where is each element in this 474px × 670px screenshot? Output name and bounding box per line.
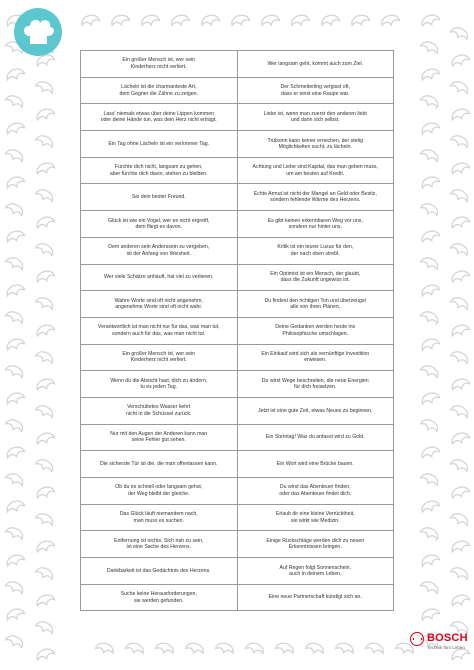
fortune-cookie-icon (420, 499, 440, 514)
quote-row (81, 371, 393, 398)
quote-cell-right: Liebe ist, wenn man zuerst den anderen liebt und dann sich selbst. (237, 104, 394, 130)
fortune-cookie-icon (5, 553, 25, 568)
fortune-cookie-icon (245, 641, 265, 655)
fortune-cookie-icon (35, 107, 55, 122)
quote-cell-right: Du findest den richtigen Ton und überzeugst alle von ihren Plänen. (237, 291, 394, 317)
fortune-cookie-icon (450, 457, 470, 473)
fortune-cookie-icon (5, 391, 25, 406)
quote-cell-right: Ein Wort wird eine Brücke bauen. (237, 451, 394, 477)
fortune-cookie-icon (450, 539, 470, 554)
fortune-cookie-icon (35, 431, 55, 446)
fortune-cookie-icon (420, 579, 440, 595)
fortune-cookie-icon (420, 93, 440, 109)
quote-cell-left: Ob du es schnell oder langsam gehst, der Weg bleibt der gleiche. (115, 484, 203, 497)
fortune-cookie-icon (290, 13, 310, 27)
fortune-cookie-icon (5, 633, 25, 649)
fortune-cookie-icon (450, 53, 470, 68)
fortune-cookie-icon (450, 511, 470, 527)
fortune-cookie-icon (420, 363, 440, 379)
fortune-cookie-icon (305, 641, 325, 655)
quote-cell-right: Achtung und Liebe sind Kapital, das man geben muss, um am besten auf Kredit. (237, 158, 394, 184)
fortune-cookie-icon (35, 457, 55, 473)
quote-row (81, 78, 393, 105)
quote-cell-left: Verschüttetes Wasser kehrt nicht in die Schüssel zurück. (126, 404, 192, 417)
fortune-cookie-icon (35, 647, 55, 662)
fortune-cookie-icon (35, 241, 55, 257)
quote-cell-left: Das Glück läuft niemandem nach, man muss es suchen. (119, 511, 198, 524)
quote-cell-left: Ein großer Mensch ist, wer sein Kinderherz nicht verliert. (122, 351, 196, 364)
fortune-cookie-icon (5, 147, 25, 163)
fortune-cookie-icon (450, 349, 470, 365)
fortune-cookie-icon (450, 431, 470, 446)
quote-cell-left: Wenn du die Absicht hast, dich zu ändern, tu es jeden Tag. (110, 377, 208, 391)
fortune-cookie-icon (5, 121, 25, 136)
quote-cell-left: Die sicherste Tür ist die, die man offenlassen kann. (100, 460, 218, 467)
fortune-cookie-icon (420, 471, 440, 487)
quote-row (81, 398, 393, 425)
quote-cell-right: Auf Regen folgt Sonnenschein, auch in deinem Leben. (237, 558, 394, 584)
fortune-cookie-icon (450, 215, 470, 230)
fortune-cookie-icon (420, 67, 440, 82)
quote-cell-left: Entfernung ist nichts. Sich nah zu sein, ist eine Sache des Herzens. (114, 537, 204, 551)
fortune-cookie-icon (320, 13, 340, 27)
quote-row (81, 451, 393, 478)
bosch-brand (402, 628, 468, 664)
fortune-cookie-icon (35, 161, 55, 176)
quote-row (81, 291, 393, 318)
fortune-cookie-icon (35, 403, 55, 419)
fortune-cookie-icon (420, 201, 440, 217)
fortune-cookie-icon (35, 269, 55, 284)
quote-cell-right: Trübsinn kann keiner erreichen, der stetig Möglichkeiten sucht, zu lächeln. (237, 131, 394, 157)
quote-row (81, 104, 393, 131)
fortune-cookie-icon (5, 229, 25, 244)
fortune-cookie-icon (35, 565, 55, 581)
fortune-cookie-icon (450, 241, 470, 257)
fortune-cookie-icon (450, 377, 470, 392)
quote-row (81, 184, 393, 211)
fortune-cookie-icon (35, 485, 55, 500)
fortune-cookie-icon (450, 485, 470, 500)
fortune-cookie-icon (35, 295, 55, 311)
quote-cell-right: Es gibt keinen erkennbaren Weg vor uns, sondern nur hinter uns. (237, 211, 394, 237)
quote-cell-left: Nur mit den Augen der Anderen kann man seine Fehler gut sehen. (110, 431, 208, 444)
fortune-cookie-icon (450, 593, 470, 608)
chef-hat-icon (14, 8, 62, 56)
quote-cell-right: Ein Einkauf wird sich als vernünftige Investition erweisen. (237, 345, 394, 371)
fortune-cookie-icon (450, 403, 470, 419)
fortune-cookie-icon (5, 201, 25, 217)
quote-cell-right: Ein Optimist ist ein Mensch, der glaubt, dass die Zukunft ungewiss ist. (237, 265, 394, 291)
quote-cell-left: Glück ist wie ein Vogel, wer es nicht ergreift, dem fliegt es davon. (108, 217, 210, 230)
fortune-cookie-icon (5, 337, 25, 352)
fortune-cookie-icon (450, 565, 470, 581)
fortune-cookie-icon (5, 445, 25, 460)
quote-cell-right: Der Schmetterling vergisst oft, dass er einst eine Raupe war. (237, 78, 394, 104)
quote-row (81, 211, 393, 238)
fortune-cookie-icon (110, 13, 130, 27)
quote-cell-left: Wer viele Schätze anhäuft, hat viel zu verlieren. (104, 274, 214, 281)
quote-cell-right: Echte Armut ist nicht der Mangel an Geld oder Besitz, sondern fehlende Wärme des Herzens. (237, 184, 394, 210)
fortune-cookie-icon (5, 309, 25, 325)
quote-cell-left: Fürchte dich nicht, langsam zu gehen, aber fürchte dich davor, stehen zu bleiben. (109, 164, 208, 177)
quote-cell-right: Eine neue Partnerschaft kündigt sich an. (237, 585, 394, 611)
fortune-cookie-icon (260, 13, 280, 27)
fortune-cookie-icon (350, 13, 370, 27)
fortune-cookie-icon (5, 499, 25, 514)
fortune-cookie-icon (35, 511, 55, 527)
fortune-cookie-icon (155, 641, 175, 655)
fortune-cookie-icon (420, 391, 440, 406)
fortune-cookie-icon (275, 641, 295, 655)
fortune-cookie-icon (450, 295, 470, 311)
quote-cell-right: Einige Rückschläge werden dich zu neuen Erkenntnissen bringen. (237, 531, 394, 557)
fortune-cookie-icon (450, 133, 470, 149)
quote-row (81, 478, 393, 505)
quote-row (81, 238, 393, 265)
fortune-cookie-icon (420, 13, 440, 28)
fortune-cookie-icon (420, 607, 440, 622)
fortune-cookie-icon (450, 161, 470, 176)
fortune-cookie-icon (35, 539, 55, 554)
quote-row (81, 51, 393, 78)
fortune-cookie-icon (420, 255, 440, 271)
fortune-cookie-icon (420, 229, 440, 244)
quote-cell-left: Wahre Worte sind oft nicht angenehm, angenehme Worte sind oft nicht wahr. (114, 297, 203, 311)
quote-cell-left: Ein großer Mensch ist, wer sein Kinderherz nicht verliert. (122, 57, 196, 70)
quote-cell-left: Verantwortlich ist man nicht nur für das, was man tut, sondern auch für das, was man nicht tut. (97, 324, 220, 337)
fortune-cookie-icon (420, 445, 440, 460)
fortune-cookie-icon (380, 13, 400, 27)
fortune-cookie-icon (215, 641, 235, 655)
fortune-cookie-icon (35, 349, 55, 365)
fortune-cookie-icon (420, 309, 440, 325)
fortune-cookie-icon (335, 641, 355, 655)
quote-cell-left: Ein Tag ohne Lächeln ist ein verlorener Tag. (108, 140, 210, 147)
quotes-table (80, 50, 394, 611)
quote-row (81, 318, 393, 345)
fortune-cookie-icon (5, 525, 25, 541)
fortune-cookie-icon (35, 187, 55, 203)
quote-row (81, 158, 393, 185)
fortune-cookie-icon (450, 107, 470, 122)
fortune-cookie-icon (200, 13, 220, 27)
quote-cell-left: Sei dein bester Freund. (131, 194, 186, 201)
fortune-cookie-icon (365, 641, 385, 655)
quote-cell-right: Du wirst das Abenteuer finden, oder das Abenteuer findet dich. (237, 478, 394, 504)
quote-row (81, 265, 393, 292)
fortune-cookie-icon (5, 93, 25, 109)
fortune-cookie-icon (5, 417, 25, 433)
quote-cell-right: Jetzt ist eine gute Zeit, etwas Neues zu beginnen. (237, 398, 394, 424)
fortune-cookie-icon (420, 417, 440, 433)
quote-row (81, 425, 393, 452)
fortune-cookie-icon (420, 175, 440, 190)
fortune-cookie-icon (35, 619, 55, 635)
fortune-cookie-icon (5, 67, 25, 82)
fortune-cookie-icon (450, 323, 470, 338)
fortune-cookie-icon (35, 377, 55, 392)
fortune-cookie-icon (450, 79, 470, 95)
fortune-cookie-icon (35, 79, 55, 95)
quote-row (81, 531, 393, 558)
quote-cell-right: Du wirst Wege beschreiten, die neue Energien für dich freisetzen. (237, 371, 394, 397)
fortune-cookie-icon (420, 39, 440, 55)
quote-row (81, 131, 393, 158)
fortune-cookie-icon (5, 607, 25, 622)
fortune-cookie-icon (125, 641, 145, 655)
quote-cell-right: Deine Gedanken werden heute ins Philosophische umschlagen. (237, 318, 394, 344)
quote-row (81, 558, 393, 585)
fortune-cookie-icon (420, 283, 440, 298)
quote-cell-left: Dem anderen sein Anderssein zu vergeben, ist der Anfang von Weisheit. (108, 244, 210, 257)
fortune-cookie-icon (35, 133, 55, 149)
fortune-cookie-icon (80, 13, 100, 27)
fortune-cookie-icon (420, 147, 440, 163)
quote-cell-left: Dankbarkeit ist das Gedächtnis des Herzens. (106, 567, 211, 574)
quote-row (81, 585, 393, 611)
quote-cell-right: Kritik ist ein teurer Luxus für den, der nach oben strebt. (237, 238, 394, 264)
fortune-cookie-icon (140, 13, 160, 27)
fortune-cookie-icon (420, 121, 440, 136)
fortune-cookie-icon (95, 641, 115, 655)
fortune-cookie-icon (420, 525, 440, 541)
fortune-cookie-icon (5, 579, 25, 595)
fortune-cookie-icon (450, 187, 470, 203)
fortune-cookie-icon (450, 269, 470, 284)
bosch-logo-icon (410, 632, 424, 646)
fortune-cookie-icon (5, 283, 25, 298)
fortune-cookie-icon (35, 323, 55, 338)
fortune-cookie-icon (5, 255, 25, 271)
fortune-cookie-icon (35, 593, 55, 608)
fortune-cookie-icon (5, 471, 25, 487)
quote-cell-left: Lass' niemals etwas über deine Lippen kommen oder deine Hände tun, was dein Herz nicht erträgt. (100, 110, 217, 124)
fortune-cookie-icon (450, 25, 470, 41)
fortune-cookie-icon (420, 337, 440, 352)
brand-tagline: Technik fürs Leben (427, 645, 465, 650)
fortune-cookie-icon (5, 175, 25, 190)
quote-cell-right: Ein Sterntag! Was du anfasst wird zu Gold. (237, 425, 394, 451)
fortune-cookie-icon (230, 13, 250, 27)
fortune-cookie-icon (35, 215, 55, 230)
quote-cell-left: Suche keine Herausforderungen, sie werden gefunden. (120, 591, 197, 604)
quote-row (81, 345, 393, 372)
fortune-cookie-icon (170, 13, 190, 27)
fortune-cookie-icon (5, 363, 25, 379)
quote-row (81, 505, 393, 532)
chef-hat-logo (14, 8, 62, 56)
quote-cell-right: Wer langsam geht, kommt auch zum Ziel. (237, 51, 394, 77)
quote-cell-right: Erlaub dir eine kleine Verrücktheit, sie wirkt wie Medizin. (237, 505, 394, 531)
fortune-cookie-icon (420, 553, 440, 568)
quote-cell-left: Lächeln ist die charmanteste Art, dem Gegner die Zähne zu zeigen. (119, 84, 198, 97)
brand-name: BOSCH (427, 632, 468, 644)
fortune-cookie-icon (185, 641, 205, 655)
